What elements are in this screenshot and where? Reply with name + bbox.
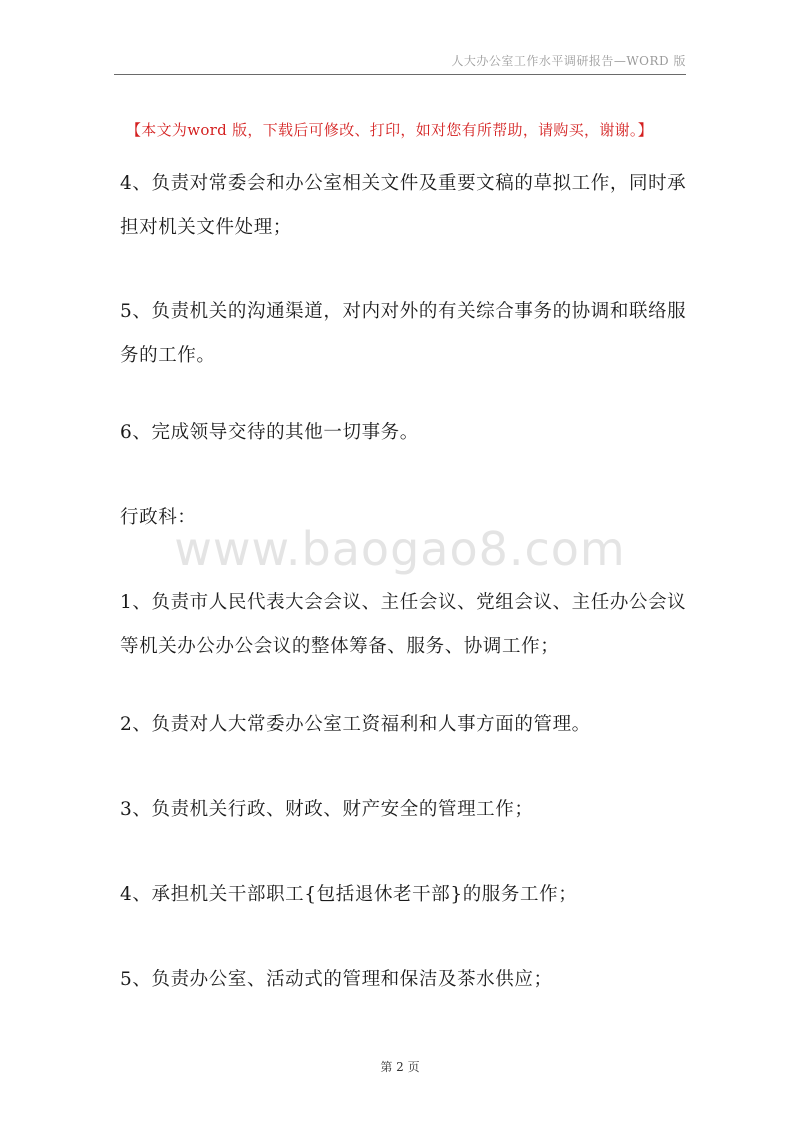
header-divider: [114, 74, 686, 75]
paragraph: [120, 873, 692, 917]
paragraph-line: 3、负责机关行政、财政、财产安全的管理工作；: [120, 799, 534, 820]
paragraph: [120, 290, 692, 378]
paragraph-line: 6、完成领导交待的其他一切事务。: [120, 422, 419, 443]
paragraph-line: 4、承担机关干部职工{包括退休老干部}的服务工作；: [120, 884, 578, 905]
paragraph: [120, 411, 692, 455]
purchase-notice: 【本文为word 版，下载后可修改、打印，如对您有所帮助，请购买，谢谢。】: [126, 121, 654, 139]
paragraph-line: 2、负责对人大常委办公室工资福利和人事方面的管理。: [120, 714, 591, 735]
paragraph: [120, 958, 692, 1002]
paragraph-line: 1、负责市人民代表大会会议、主任会议、党组会议、主任办公会议: [120, 592, 687, 613]
paragraph-line: 5、负责办公室、活动式的管理和保洁及茶水供应；: [120, 969, 553, 990]
paragraph-line: 等机关办公办公会议的整体筹备、服务、协调工作；: [120, 636, 560, 657]
header-title: 人大办公室工作水平调研报告—WORD 版: [451, 54, 686, 68]
paragraph-line: 5、负责机关的沟通渠道，对内对外的有关综合事务的协调和联络服: [120, 301, 687, 322]
page-number: 第 2 页: [380, 1060, 420, 1074]
paragraph-line: 4、负责对常委会和办公室相关文件及重要文稿的草拟工作，同时承: [120, 173, 687, 194]
paragraph: [120, 581, 692, 669]
paragraph-line: 担对机关文件处理；: [120, 217, 292, 238]
paragraph: [120, 162, 692, 250]
paragraph-line: 务的工作。: [120, 345, 216, 366]
section-heading-text: 行政科：: [120, 507, 197, 528]
paragraph: [120, 788, 692, 832]
site-watermark: www.baogao8.com: [174, 522, 626, 576]
paragraph: [120, 703, 692, 747]
